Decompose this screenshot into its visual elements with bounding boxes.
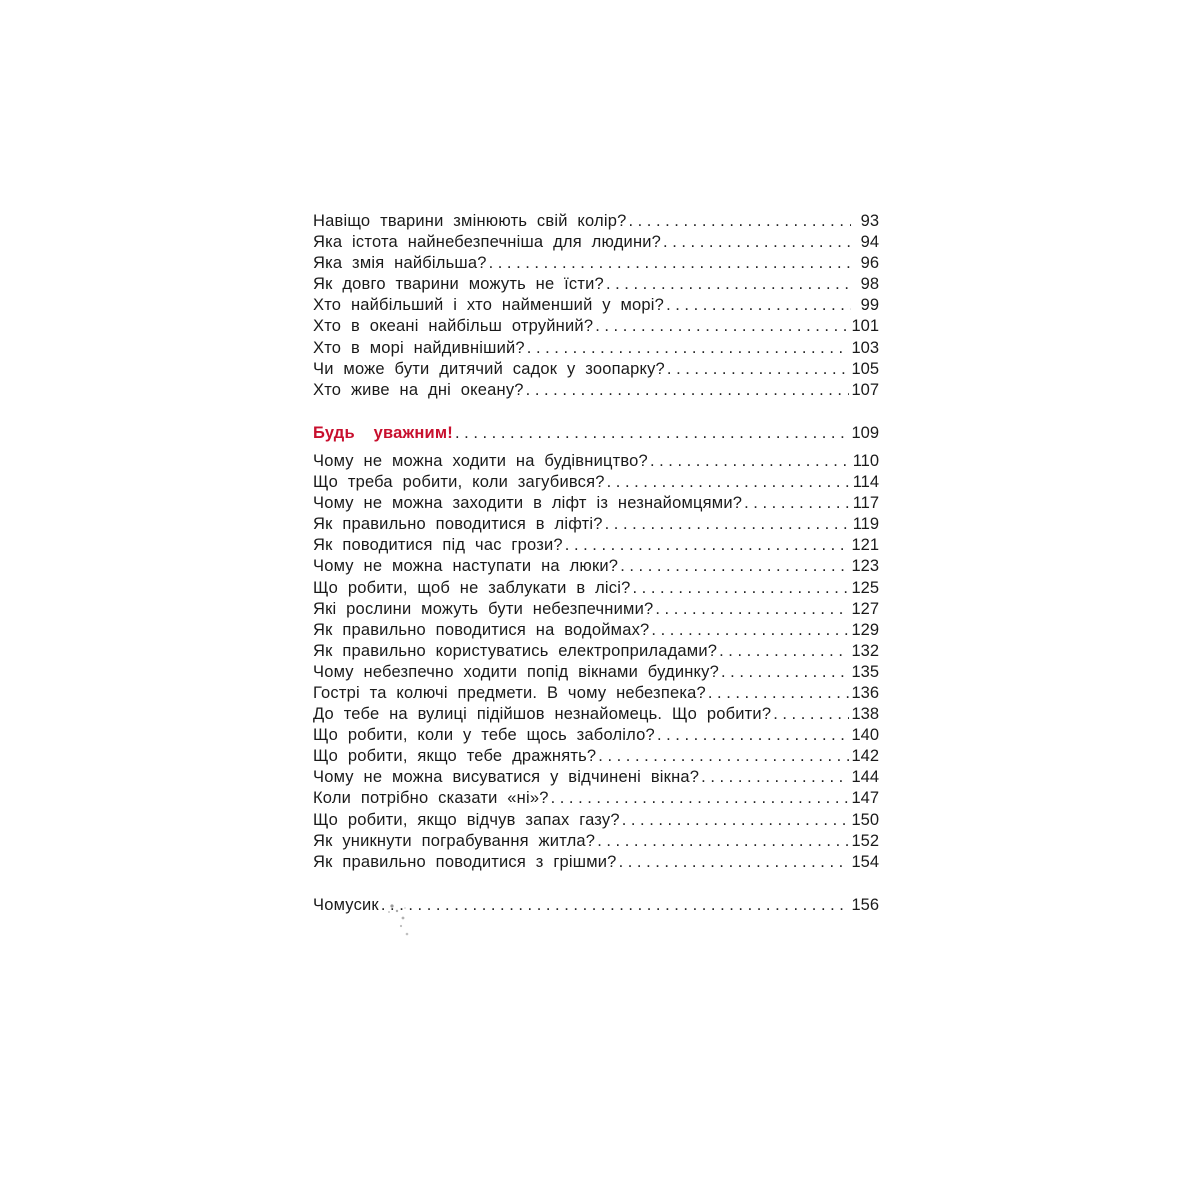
toc-entry-title: Як поводитися під час грози? (313, 536, 563, 555)
toc-entry-page: 138 (851, 705, 879, 724)
dot-leader (620, 556, 849, 577)
toc-entry-title: Що робити, коли у тебе щось заболіло? (313, 726, 655, 745)
toc-entry-title: Що робити, якщо тебе дражнять? (313, 747, 597, 766)
toc-entry-title: Хто в морі найдивніший? (313, 338, 525, 357)
toc-entry-title: Що треба робити, коли загубився? (313, 473, 605, 492)
toc-group-safety (313, 451, 879, 873)
dot-leader (663, 232, 851, 253)
dot-leader (655, 599, 849, 620)
dot-leader (455, 423, 849, 444)
toc-entry (313, 472, 879, 493)
toc-entry-page: 119 (852, 515, 879, 534)
toc-entry-title: Як правильно поводитися з грішми? (313, 852, 617, 871)
toc-entry-title: Коли потрібно сказати «ні»? (313, 789, 549, 808)
toc-entry-page: 101 (851, 317, 879, 336)
dot-leader (651, 620, 849, 641)
section-heading-title: Будь уважним! (313, 423, 453, 442)
toc-entry-title: Хто найбільший і хто найменший у морі? (313, 296, 665, 315)
toc-entry-page: 136 (851, 683, 879, 702)
toc-entry-page: 132 (851, 641, 879, 660)
toc-entry-page: 140 (851, 726, 879, 745)
table-of-contents (313, 211, 879, 916)
toc-entry-title: Як правильно користуватись електроприладами? (313, 641, 718, 660)
section-heading-page: 109 (851, 423, 879, 442)
toc-entry-title: Чому небезпечно ходити попід вікнами будинку? (313, 662, 719, 681)
toc-entry (313, 232, 879, 253)
toc-entry (313, 380, 879, 401)
toc-entry-page: 135 (851, 662, 879, 681)
toc-entry-page: 123 (851, 557, 879, 576)
toc-entry-page: 114 (852, 473, 879, 492)
toc-entry (313, 788, 879, 809)
toc-entry (313, 359, 879, 380)
toc-entry (313, 556, 879, 577)
dot-leader (666, 295, 851, 316)
toc-entry (313, 831, 879, 852)
toc-entry-page: 156 (851, 895, 879, 914)
toc-entry-title: Яка істота найнебезпечніша для людини? (313, 233, 662, 252)
toc-entry-title: Які рослини можуть бути небезпечними? (313, 599, 654, 618)
toc-entry (313, 316, 879, 337)
toc-entry-page: 129 (851, 620, 879, 639)
dot-leader (721, 662, 849, 683)
toc-entry-title: Чому не можна заходити в ліфт із незнайомцями? (313, 494, 743, 513)
toc-entry-title: Чому не можна висуватися у відчинені вікна? (313, 768, 700, 787)
toc-entry-title: До тебе на вулиці підійшов незнайомець. Що робити? (313, 705, 772, 724)
toc-entry-title: Яка змія найбільша? (313, 254, 487, 273)
toc-entry-title: Хто в океані найбільш отруйний? (313, 317, 594, 336)
toc-entry-title: Що робити, якщо відчув запах газу? (313, 810, 620, 829)
dot-leader (719, 641, 849, 662)
toc-entry (313, 211, 879, 232)
dot-leader (744, 493, 851, 514)
dot-leader (597, 831, 849, 852)
dot-leader (527, 338, 850, 359)
toc-entry-title: Чому не можна наступати на люки? (313, 557, 619, 576)
toc-entry-title: Чому не можна ходити на будівництво? (313, 451, 648, 470)
dot-leader (565, 535, 850, 556)
toc-entry-page: 150 (851, 810, 879, 829)
toc-entry (313, 295, 879, 316)
toc-entry (313, 746, 879, 767)
toc-entry-title: Чи може бути дитячий садок у зоопарку? (313, 359, 665, 378)
dot-leader (606, 274, 851, 295)
toc-entry (313, 535, 879, 556)
toc-entry-title: Як уникнути пограбування житла? (313, 831, 596, 850)
toc-entry-page: 121 (851, 536, 879, 555)
toc-entry-page: 147 (851, 789, 879, 808)
toc-entry-page: 96 (860, 254, 879, 273)
dot-leader (650, 451, 851, 472)
toc-group-animals (313, 211, 879, 401)
toc-entry (313, 683, 879, 704)
toc-entry (313, 274, 879, 295)
dot-leader (526, 380, 850, 401)
toc-entry-title: Як довго тварини можуть не їсти? (313, 275, 604, 294)
toc-entry-page: 154 (851, 852, 879, 871)
ink-smudge (383, 898, 413, 942)
dot-leader (551, 788, 850, 809)
toc-entry (313, 338, 879, 359)
toc-entry-title: Що робити, щоб не заблукати в лісі? (313, 578, 631, 597)
toc-entry-page: 103 (851, 338, 879, 357)
toc-entry-page: 99 (860, 296, 879, 315)
dot-leader (595, 316, 849, 337)
toc-entry (313, 620, 879, 641)
dot-leader (657, 725, 850, 746)
toc-entry (313, 810, 879, 831)
dot-leader (605, 514, 851, 535)
dot-leader (628, 211, 851, 232)
dot-leader (622, 810, 850, 831)
toc-entry-page: 127 (851, 599, 879, 618)
toc-entry (313, 493, 879, 514)
toc-entry-title: Чомусик (313, 895, 379, 914)
toc-entry (313, 514, 879, 535)
toc-entry (313, 725, 879, 746)
toc-entry-page: 93 (860, 212, 879, 230)
toc-entry-page: 125 (851, 578, 879, 597)
dot-leader (701, 767, 849, 788)
toc-entry-title: Навіщо тварини змінюють свій колір? (313, 212, 627, 230)
toc-entry (313, 767, 879, 788)
toc-entry-page: 105 (851, 359, 879, 378)
toc-entry-title: Як правильно поводитися на водоймах? (313, 620, 650, 639)
toc-entry (313, 578, 879, 599)
toc-entry-page: 152 (851, 831, 879, 850)
toc-entry (313, 253, 879, 274)
toc-entry-page: 142 (851, 747, 879, 766)
toc-entry (313, 451, 879, 472)
toc-entry (313, 599, 879, 620)
dot-leader (381, 895, 850, 916)
dot-leader (667, 359, 850, 380)
toc-entry-page: 117 (852, 494, 879, 513)
toc-entry (313, 662, 879, 683)
toc-entry-title: Гострі та колючі предмети. В чому небезпека? (313, 683, 706, 702)
toc-entry-page: 110 (852, 451, 879, 470)
toc-entry-page: 94 (860, 233, 879, 252)
section-heading (313, 423, 879, 444)
toc-entry-title: Хто живе на дні океану? (313, 380, 524, 399)
toc-entry (313, 704, 879, 725)
dot-leader (598, 746, 849, 767)
dot-leader (489, 253, 851, 274)
toc-entry-page: 98 (860, 275, 879, 294)
dot-leader (708, 683, 850, 704)
dot-leader (632, 578, 849, 599)
dot-leader (607, 472, 851, 493)
toc-entry (313, 852, 879, 873)
toc-entry-page: 144 (851, 768, 879, 787)
dot-leader (619, 852, 850, 873)
toc-entry-page: 107 (851, 380, 879, 399)
toc-entry-title: Як правильно поводитися в ліфті? (313, 515, 603, 534)
toc-entry (313, 641, 879, 662)
dot-leader (773, 704, 849, 725)
